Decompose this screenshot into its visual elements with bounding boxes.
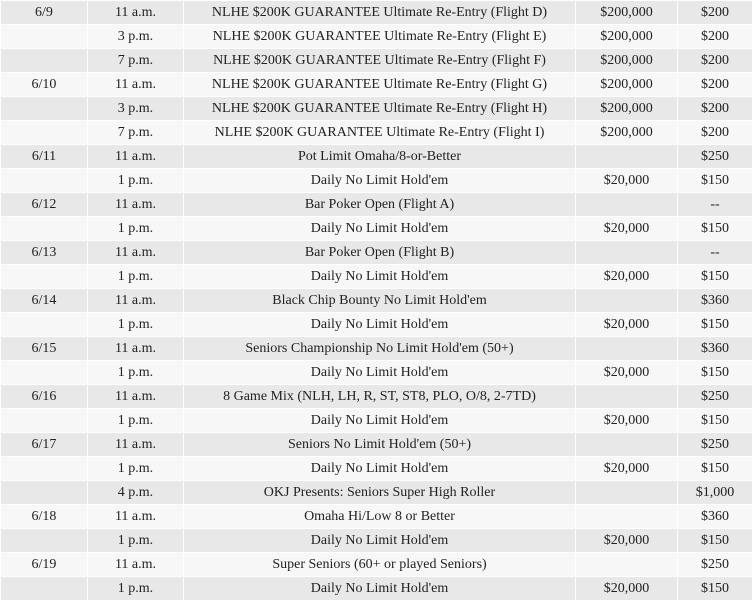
buyin-cell: $150	[678, 169, 752, 193]
event-name-cell: Bar Poker Open (Flight A)	[184, 193, 576, 217]
date-cell	[1, 457, 88, 481]
table-row	[1, 577, 752, 601]
date-cell: 6/13	[1, 241, 88, 265]
time-cell: 1 p.m.	[88, 169, 184, 193]
time-cell: 7 p.m.	[88, 49, 184, 73]
table-row	[1, 385, 752, 409]
table-row	[1, 121, 752, 145]
buyin-cell: $250	[678, 145, 752, 169]
table-row	[1, 241, 752, 265]
event-name-cell: Pot Limit Omaha/8-or-Better	[184, 145, 576, 169]
time-cell: 11 a.m.	[88, 433, 184, 457]
event-name-cell: Daily No Limit Hold'em	[184, 529, 576, 553]
time-cell: 11 a.m.	[88, 505, 184, 529]
date-cell	[1, 409, 88, 433]
guarantee-cell	[576, 241, 678, 265]
date-cell: 6/12	[1, 193, 88, 217]
guarantee-cell	[576, 433, 678, 457]
buyin-cell: $150	[678, 313, 752, 337]
date-cell: 6/15	[1, 337, 88, 361]
guarantee-cell	[576, 193, 678, 217]
table-row	[1, 73, 752, 97]
table-row	[1, 217, 752, 241]
table-row	[1, 169, 752, 193]
time-cell: 11 a.m.	[88, 337, 184, 361]
table-row	[1, 457, 752, 481]
guarantee-cell: $200,000	[576, 25, 678, 49]
time-cell: 1 p.m.	[88, 409, 184, 433]
event-name-cell: Omaha Hi/Low 8 or Better	[184, 505, 576, 529]
event-name-cell: Super Seniors (60+ or played Seniors)	[184, 553, 576, 577]
time-cell: 3 p.m.	[88, 25, 184, 49]
time-cell: 11 a.m.	[88, 193, 184, 217]
date-cell: 6/10	[1, 73, 88, 97]
table-row	[1, 289, 752, 313]
buyin-cell: $200	[678, 73, 752, 97]
date-cell	[1, 49, 88, 73]
table-row	[1, 337, 752, 361]
buyin-cell: $360	[678, 337, 752, 361]
buyin-cell: --	[678, 241, 752, 265]
date-cell	[1, 529, 88, 553]
time-cell: 11 a.m.	[88, 553, 184, 577]
buyin-cell: $200	[678, 1, 752, 25]
guarantee-cell	[576, 289, 678, 313]
event-name-cell: NLHE $200K GUARANTEE Ultimate Re-Entry (Flight I)	[184, 121, 576, 145]
date-cell	[1, 97, 88, 121]
event-name-cell: 8 Game Mix (NLH, LH, R, ST, ST8, PLO, O/8, 2-7TD)	[184, 385, 576, 409]
table-row	[1, 553, 752, 577]
date-cell	[1, 577, 88, 601]
guarantee-cell	[576, 481, 678, 505]
time-cell: 11 a.m.	[88, 1, 184, 25]
time-cell: 4 p.m.	[88, 481, 184, 505]
table-row	[1, 97, 752, 121]
event-name-cell: NLHE $200K GUARANTEE Ultimate Re-Entry (Flight F)	[184, 49, 576, 73]
event-name-cell: NLHE $200K GUARANTEE Ultimate Re-Entry (Flight H)	[184, 97, 576, 121]
buyin-cell: $150	[678, 529, 752, 553]
guarantee-cell: $200,000	[576, 121, 678, 145]
date-cell: 6/11	[1, 145, 88, 169]
buyin-cell: $150	[678, 409, 752, 433]
date-cell: 6/17	[1, 433, 88, 457]
buyin-cell: $200	[678, 49, 752, 73]
time-cell: 11 a.m.	[88, 385, 184, 409]
guarantee-cell	[576, 385, 678, 409]
buyin-cell: $1,000	[678, 481, 752, 505]
guarantee-cell	[576, 553, 678, 577]
buyin-cell: $150	[678, 217, 752, 241]
buyin-cell: $360	[678, 505, 752, 529]
buyin-cell: $200	[678, 121, 752, 145]
guarantee-cell: $20,000	[576, 265, 678, 289]
guarantee-cell: $20,000	[576, 577, 678, 601]
time-cell: 1 p.m.	[88, 457, 184, 481]
guarantee-cell	[576, 505, 678, 529]
guarantee-cell: $20,000	[576, 361, 678, 385]
buyin-cell: $360	[678, 289, 752, 313]
event-name-cell: Daily No Limit Hold'em	[184, 361, 576, 385]
guarantee-cell: $20,000	[576, 409, 678, 433]
date-cell: 6/14	[1, 289, 88, 313]
guarantee-cell	[576, 337, 678, 361]
guarantee-cell: $20,000	[576, 217, 678, 241]
date-cell	[1, 481, 88, 505]
date-cell	[1, 313, 88, 337]
guarantee-cell: $20,000	[576, 457, 678, 481]
table-row	[1, 505, 752, 529]
time-cell: 7 p.m.	[88, 121, 184, 145]
buyin-cell: $150	[678, 457, 752, 481]
time-cell: 1 p.m.	[88, 217, 184, 241]
table-row	[1, 1, 752, 25]
event-name-cell: Daily No Limit Hold'em	[184, 313, 576, 337]
table-row	[1, 433, 752, 457]
buyin-cell: $250	[678, 553, 752, 577]
time-cell: 1 p.m.	[88, 265, 184, 289]
buyin-cell: $150	[678, 265, 752, 289]
event-name-cell: NLHE $200K GUARANTEE Ultimate Re-Entry (Flight E)	[184, 25, 576, 49]
table-row	[1, 265, 752, 289]
buyin-cell: --	[678, 193, 752, 217]
table-row	[1, 481, 752, 505]
date-cell	[1, 169, 88, 193]
guarantee-cell: $20,000	[576, 313, 678, 337]
date-cell	[1, 361, 88, 385]
date-cell	[1, 25, 88, 49]
buyin-cell: $150	[678, 361, 752, 385]
table-row	[1, 193, 752, 217]
guarantee-cell: $20,000	[576, 169, 678, 193]
table-row	[1, 529, 752, 553]
event-name-cell: Seniors No Limit Hold'em (50+)	[184, 433, 576, 457]
table-row	[1, 361, 752, 385]
table-row	[1, 313, 752, 337]
event-name-cell: Seniors Championship No Limit Hold'em (50+)	[184, 337, 576, 361]
time-cell: 1 p.m.	[88, 313, 184, 337]
time-cell: 1 p.m.	[88, 577, 184, 601]
guarantee-cell: $20,000	[576, 529, 678, 553]
event-name-cell: Daily No Limit Hold'em	[184, 457, 576, 481]
guarantee-cell: $200,000	[576, 73, 678, 97]
event-name-cell: Daily No Limit Hold'em	[184, 577, 576, 601]
event-name-cell: OKJ Presents: Seniors Super High Roller	[184, 481, 576, 505]
date-cell: 6/18	[1, 505, 88, 529]
event-name-cell: Daily No Limit Hold'em	[184, 265, 576, 289]
buyin-cell: $250	[678, 385, 752, 409]
guarantee-cell: $200,000	[576, 1, 678, 25]
buyin-cell: $200	[678, 25, 752, 49]
time-cell: 1 p.m.	[88, 529, 184, 553]
date-cell: 6/19	[1, 553, 88, 577]
date-cell: 6/16	[1, 385, 88, 409]
table-row	[1, 145, 752, 169]
event-name-cell: NLHE $200K GUARANTEE Ultimate Re-Entry (Flight D)	[184, 1, 576, 25]
event-name-cell: Daily No Limit Hold'em	[184, 217, 576, 241]
date-cell	[1, 217, 88, 241]
guarantee-cell	[576, 145, 678, 169]
time-cell: 11 a.m.	[88, 73, 184, 97]
guarantee-cell: $200,000	[576, 49, 678, 73]
table-row	[1, 409, 752, 433]
buyin-cell: $250	[678, 433, 752, 457]
event-name-cell: NLHE $200K GUARANTEE Ultimate Re-Entry (Flight G)	[184, 73, 576, 97]
table-row	[1, 49, 752, 73]
time-cell: 11 a.m.	[88, 145, 184, 169]
event-name-cell: Daily No Limit Hold'em	[184, 409, 576, 433]
date-cell: 6/9	[1, 1, 88, 25]
buyin-cell: $150	[678, 577, 752, 601]
event-name-cell: Black Chip Bounty No Limit Hold'em	[184, 289, 576, 313]
date-cell	[1, 265, 88, 289]
time-cell: 3 p.m.	[88, 97, 184, 121]
time-cell: 11 a.m.	[88, 241, 184, 265]
table-row	[1, 25, 752, 49]
time-cell: 11 a.m.	[88, 289, 184, 313]
buyin-cell: $200	[678, 97, 752, 121]
event-name-cell: Daily No Limit Hold'em	[184, 169, 576, 193]
date-cell	[1, 121, 88, 145]
schedule-body	[1, 1, 752, 601]
time-cell: 1 p.m.	[88, 361, 184, 385]
event-name-cell: Bar Poker Open (Flight B)	[184, 241, 576, 265]
guarantee-cell: $200,000	[576, 97, 678, 121]
